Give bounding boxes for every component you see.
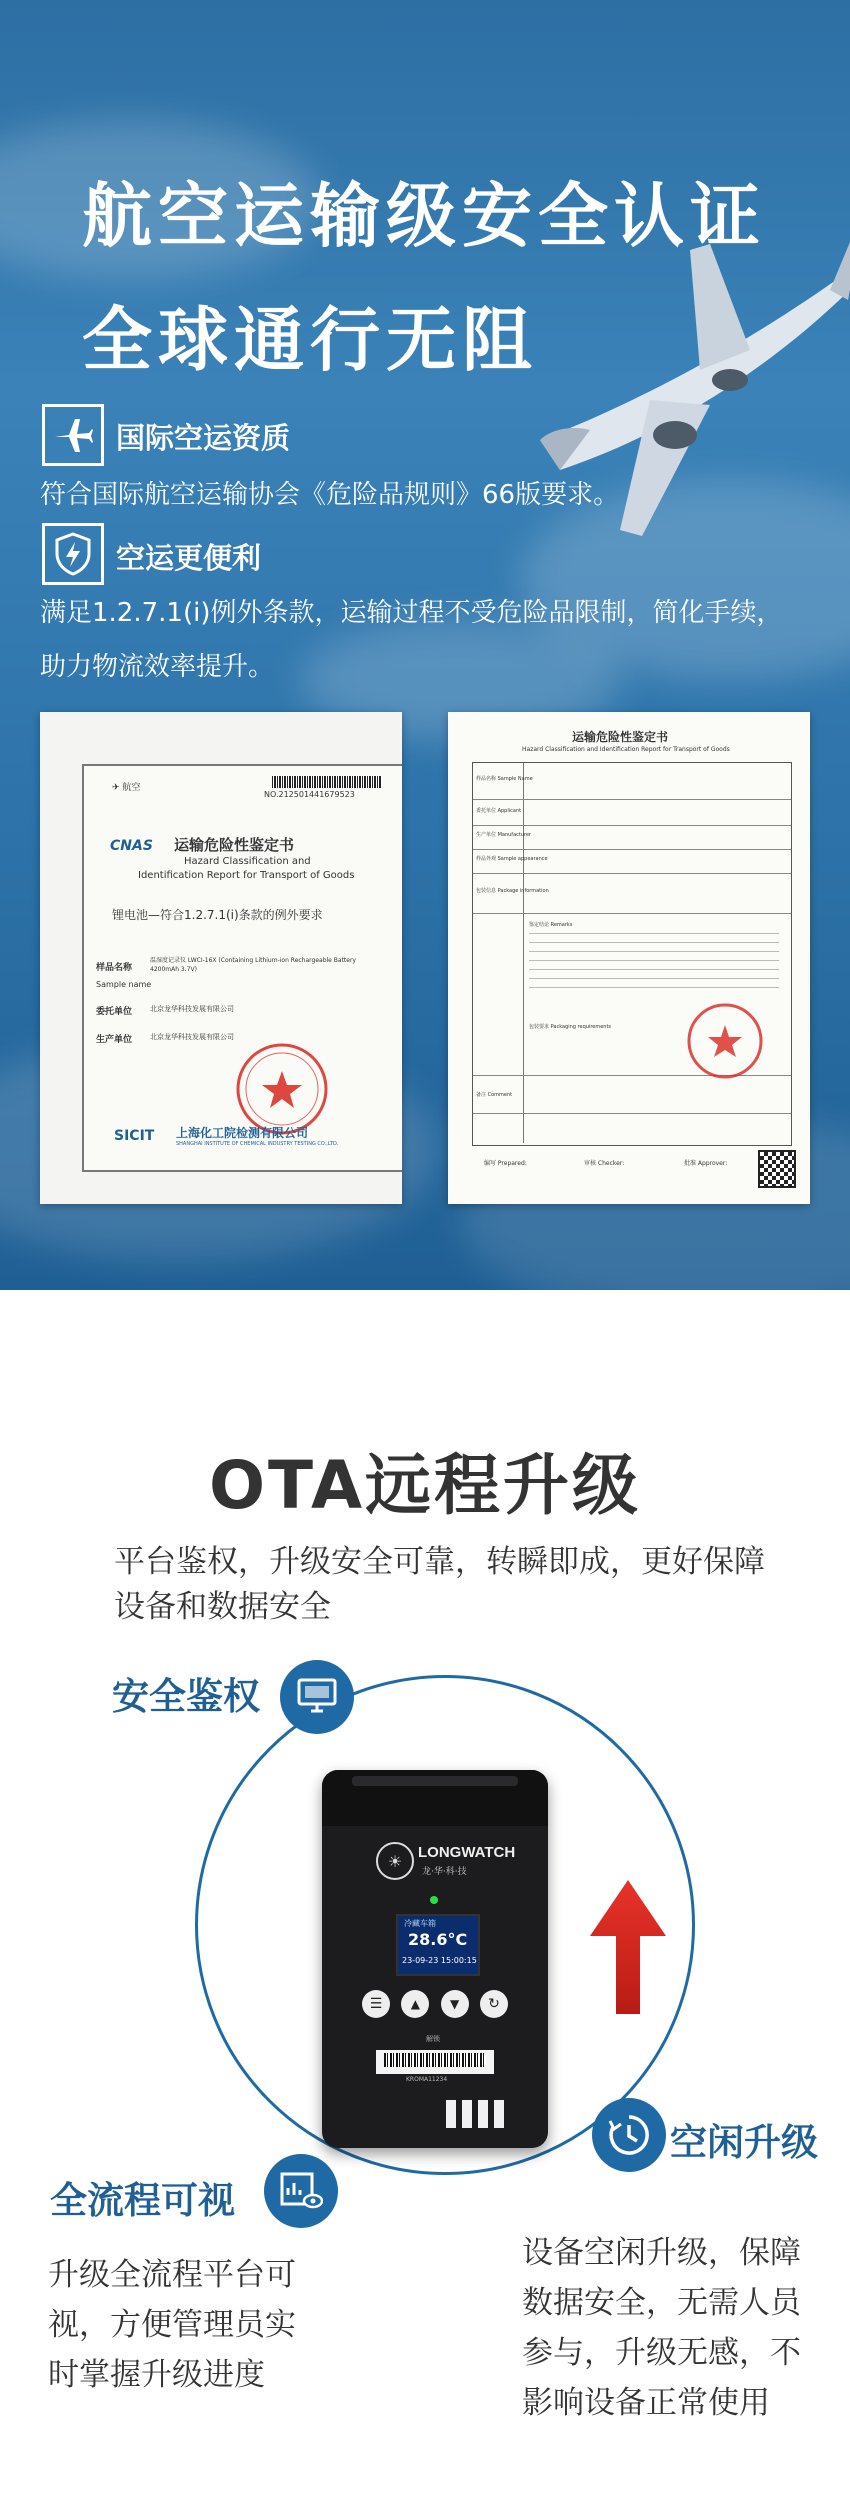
clock-icon bbox=[592, 2098, 666, 2172]
feature-title-air-convenience: 空运更便利 bbox=[116, 541, 262, 575]
brand-logo-icon: ☀ bbox=[376, 1842, 414, 1880]
cert2-title-cn: 运输危险性鉴定书 bbox=[572, 730, 669, 744]
cert2-title-en: Hazard Classification and Identification Report for Transport of Goods bbox=[522, 746, 730, 753]
auth-label: 安全鉴权 bbox=[112, 1675, 260, 1718]
cert-row-value: 北京龙华科技发展有限公司 bbox=[150, 1005, 234, 1013]
red-seal-stamp bbox=[234, 1041, 330, 1137]
barcode-text: KROMA11234 bbox=[406, 2076, 448, 2083]
cert-title-en1: Hazard Classification and bbox=[184, 856, 311, 867]
device-brand-cn: 龙·华·科·技 bbox=[422, 1867, 467, 1877]
cert-row-value: 温湿度记录仪 LWCI-16X (Containing Lithium-ion Rechargeable Battery 4200mAh 3.7V) bbox=[150, 957, 356, 973]
idle-upgrade-label: 空闲升级 bbox=[670, 2121, 818, 2164]
cnas-logo: CNAS bbox=[110, 838, 153, 854]
cert2-row-label: 生产单位 Manufacturer bbox=[476, 832, 532, 838]
device-button-row bbox=[362, 1982, 508, 2026]
sicit-logo: SICIT bbox=[114, 1128, 155, 1144]
screen-line1: 冷藏车箱 bbox=[404, 1919, 436, 1928]
vent-slots bbox=[446, 2100, 516, 2128]
device-screen bbox=[396, 1914, 480, 1976]
cert2-row-label: 包装信息 Package information bbox=[476, 888, 549, 894]
certificate-card-2 bbox=[448, 712, 810, 1204]
cert2-row-label: 鉴定结论 Remarks bbox=[529, 922, 573, 928]
screen-datetime: 23-09-23 15:00:15 bbox=[402, 1956, 477, 1965]
cert-logo-small: ✈ 航空 bbox=[112, 783, 141, 793]
hero-title-line1: 航空运输级安全认证 bbox=[82, 175, 766, 257]
feature-desc-line2: 助力物流效率提升。 bbox=[40, 652, 275, 682]
monitor-icon bbox=[280, 1660, 354, 1734]
cert2-row-label: 样品外观 Sample appearance bbox=[476, 856, 548, 862]
screen-temperature: 28.6°C bbox=[408, 1930, 468, 1949]
up-button[interactable]: ▲ bbox=[401, 1990, 429, 2018]
cert2-signer: 批准 Approver: bbox=[684, 1160, 728, 1167]
hero-title-line2: 全球通行无阻 bbox=[82, 299, 538, 381]
cert-number: NO.21250144167​9523 bbox=[264, 790, 355, 799]
cert-barcode bbox=[272, 776, 382, 788]
power-button[interactable]: ↻ bbox=[480, 1990, 508, 2018]
qr-code bbox=[758, 1150, 796, 1188]
cert-title-en2: Identification Report for Transport of Goods bbox=[138, 870, 355, 881]
cert2-row-label: 样品名称 Sample Name bbox=[476, 776, 533, 782]
cert-row-label: 生产单位 bbox=[96, 1035, 133, 1045]
shield-lightning-icon bbox=[42, 523, 104, 585]
cert-org-en: SHANGHAI INSTITUTE OF CHEMICAL INDUSTRY TESTING CO.,LTD. bbox=[176, 1141, 339, 1147]
cert2-text-lines bbox=[529, 933, 779, 993]
cert-title-cn: 运输危险性鉴定书 bbox=[174, 836, 295, 854]
airplane-icon bbox=[42, 404, 104, 466]
chart-eye-icon bbox=[264, 2154, 338, 2228]
upgrade-arrow-icon bbox=[590, 1880, 666, 2014]
cert2-table bbox=[472, 762, 792, 1146]
feature-desc-intl-air: 符合国际航空运输协会《危险品规则》66版要求。 bbox=[40, 480, 620, 510]
device-barcode bbox=[376, 2050, 494, 2074]
feature-title-intl-air: 国际空运资质 bbox=[116, 421, 291, 455]
cert2-row-label: 包装要求 Packaging requirements bbox=[529, 1024, 612, 1030]
cert-row-label: 委托单位 bbox=[96, 1007, 133, 1017]
cert2-row-label: 备注 Comment bbox=[476, 1092, 513, 1098]
ota-intro: 平台鉴权，升级安全可靠，转瞬即成，更好保障设备和数据安全 bbox=[114, 1544, 765, 1625]
cert2-signer: 审核 Checker: bbox=[584, 1160, 625, 1167]
certificate-card-1 bbox=[40, 712, 402, 1204]
feature-desc-line1: 满足1.2.7.1(i)例外条款，运输过程不受危险品限制，简化手续， bbox=[40, 598, 783, 628]
temperature-logger-device bbox=[322, 1770, 548, 2148]
status-led bbox=[430, 1896, 438, 1904]
cert-org-cn: 上海化工院检测有限公司 bbox=[176, 1126, 309, 1140]
cert-row-label: 样品名称 bbox=[96, 963, 133, 973]
cert2-signer: 编写 Prepared: bbox=[484, 1160, 527, 1167]
device-label: 解锁 bbox=[426, 2035, 440, 2043]
cert-row-value: 北京龙华科技发展有限公司 bbox=[150, 1033, 234, 1041]
visual-description: 升级全流程平台可视，方便管理员实时掌握升级进度 bbox=[48, 2257, 296, 2393]
certificate-frame bbox=[82, 764, 402, 1172]
cert2-row-label: 委托单位 Applicant bbox=[476, 808, 522, 814]
idle-description: 设备空闲升级，保障数据安全，无需人员参与，升级无感，不影响设备正常使用 bbox=[522, 2235, 801, 2421]
cert-subject: 锂电池—符合1.2.7.1(i)条款的例外要求 bbox=[112, 908, 323, 922]
visual-label: 全流程可视 bbox=[50, 2179, 235, 2222]
cert-row-label: Sample name bbox=[96, 980, 152, 989]
menu-button[interactable]: ☰ bbox=[362, 1990, 390, 2018]
device-brand: LONGWATCH bbox=[418, 1844, 516, 1861]
red-seal-stamp bbox=[685, 1001, 765, 1081]
down-button[interactable]: ▼ bbox=[441, 1990, 469, 2018]
ota-title: OTA远程升级 bbox=[208, 1447, 642, 1524]
